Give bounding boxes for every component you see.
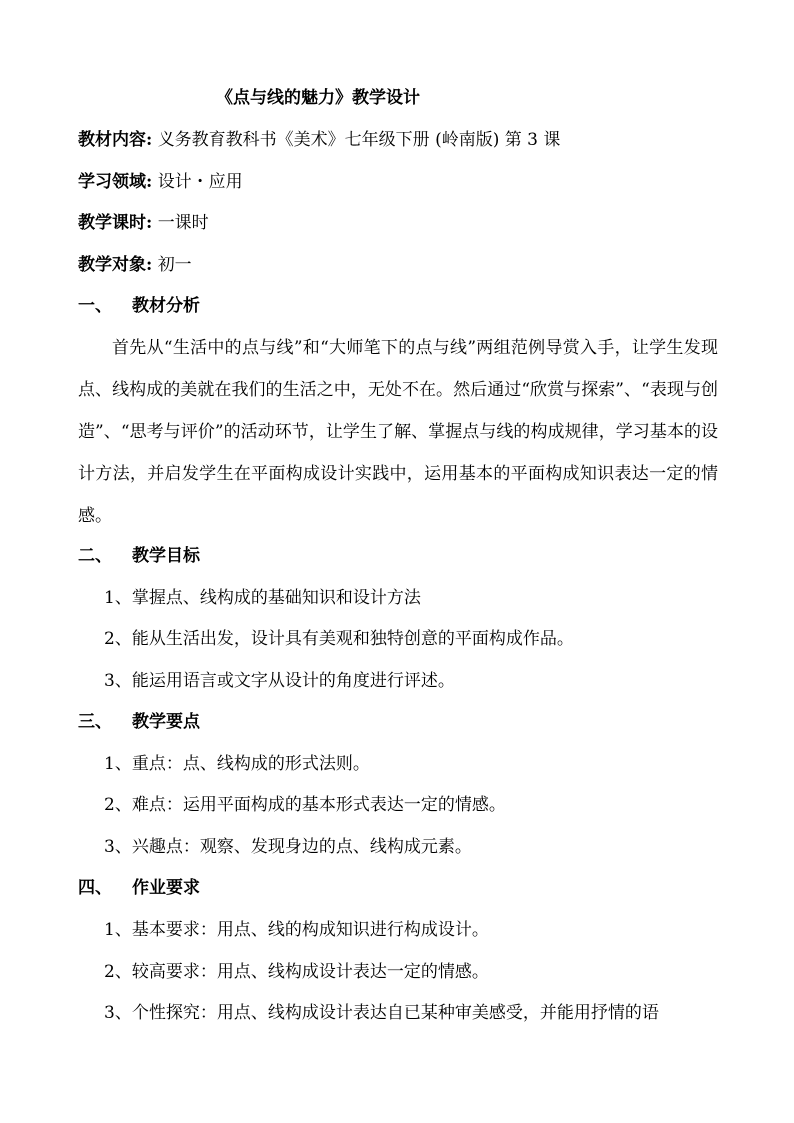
section-number: 三、 <box>78 712 112 732</box>
meta-row-hours <box>78 211 209 235</box>
meta-row-field <box>78 170 243 194</box>
meta-label: 教材内容: <box>78 130 153 150</box>
section-title: 作业要求 <box>132 878 200 898</box>
section-number: 二、 <box>78 546 112 566</box>
list-item: 2、难点：运用平面构成的基本形式表达一定的情感。 <box>104 795 506 815</box>
meta-row-audience <box>78 253 192 277</box>
meta-label: 教学对象: <box>78 255 153 275</box>
meta-label: 教学课时: <box>78 213 153 233</box>
list-item: 3、个性探究：用点、线构成设计表达自已某种审美感受，并能用抒情的语 <box>104 1003 659 1023</box>
meta-label: 学习领域: <box>78 172 153 192</box>
section-title: 教材分析 <box>132 296 200 316</box>
meta-value: 一课时 <box>157 213 209 233</box>
section-number: 一、 <box>78 296 112 316</box>
meta-value: 初一 <box>157 255 192 275</box>
section-title: 教学要点 <box>132 712 200 732</box>
section-heading-4 <box>78 876 200 900</box>
section-heading-2 <box>78 544 200 568</box>
section-number: 四、 <box>78 878 112 898</box>
section-heading-1 <box>78 294 200 318</box>
list-item: 1、重点：点、线构成的形式法则。 <box>104 754 370 774</box>
list-item: 3、兴趣点：观察、发现身边的点、线构成元素。 <box>104 837 472 857</box>
list-item: 2、能从生活出发，设计具有美观和独特创意的平面构成作品。 <box>104 629 574 649</box>
meta-row-content <box>78 128 560 152</box>
section-heading-3 <box>78 710 200 734</box>
section-paragraph: 首先从“生活中的点与线”和“大师笔下的点与线”两组范例导赏入手，让学生发现点、线构成的美就在我们的生活之中，无处不在。然后通过“欣赏与探索”、“表现与创造”、“思考与评价”的活动环节，让学生了解、掌握点与线的构成规律，学习基本的设计方法，并启发学生在平面构成设计实践中，运用基本的平面构成知识表达一定的情感。 <box>78 338 718 526</box>
document-title: 《点与线的魅力》教学设计 <box>216 88 420 108</box>
meta-value: 义务教育教科书《美术》七年级下册 (岭南版) 第 3 课 <box>157 130 561 150</box>
list-item: 2、较高要求：用点、线构成设计表达一定的情感。 <box>104 962 489 982</box>
list-item: 1、掌握点、线构成的基础知识和设计方法 <box>104 588 421 608</box>
section-title: 教学目标 <box>132 546 200 566</box>
list-item: 3、能运用语言或文字从设计的角度进行评述。 <box>104 671 455 691</box>
list-item: 1、基本要求：用点、线的构成知识进行构成设计。 <box>104 920 489 940</box>
meta-value: 设计・应用 <box>157 172 243 192</box>
